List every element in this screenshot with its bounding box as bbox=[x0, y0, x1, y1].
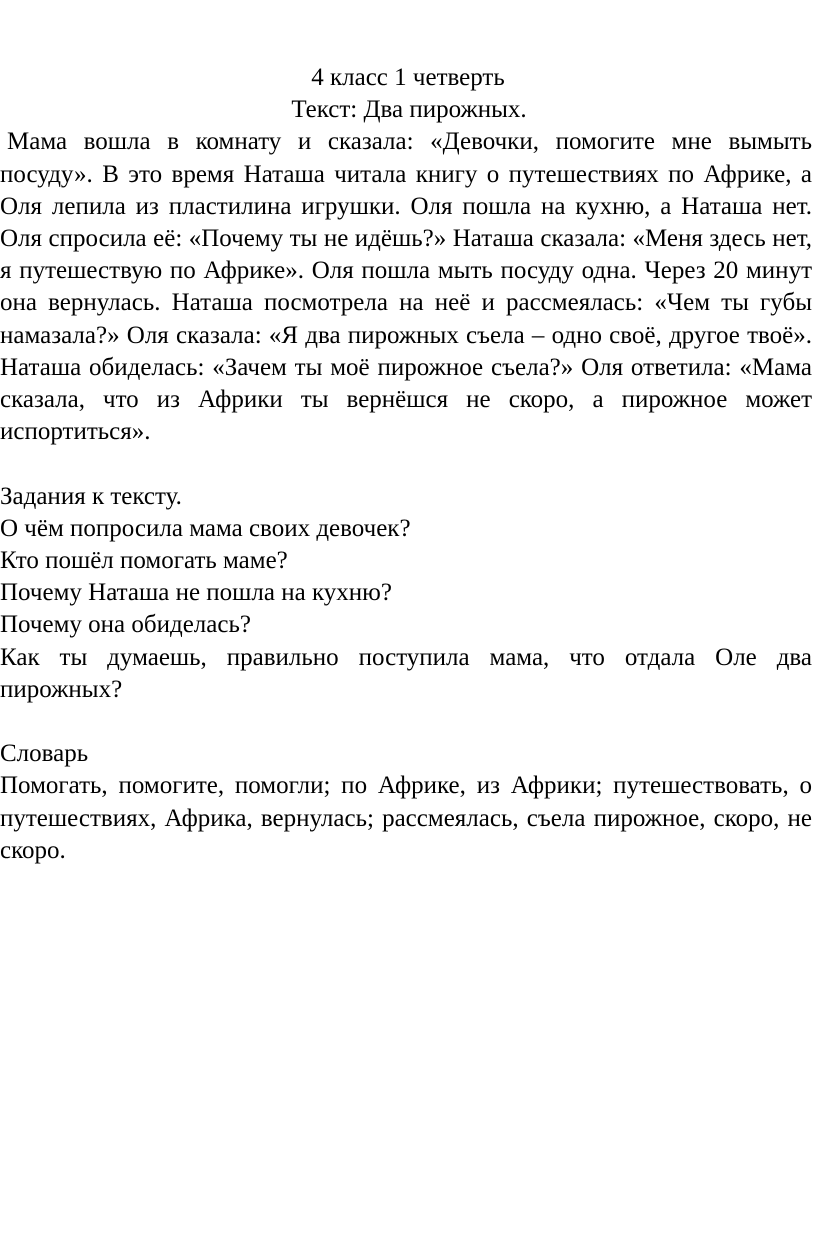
task-question-4: Почему она обиделась? bbox=[0, 611, 251, 639]
task-question-3: Почему Наташа не пошла на кухню? bbox=[0, 579, 392, 607]
worksheet-page bbox=[0, 62, 812, 867]
task-question-5: Как ты думаешь, правильно поступила мама, что отдала Оле два пирожных? bbox=[0, 643, 812, 703]
story-paragraph: Мама вошла в комнату и сказала: «Девочки, помогите мне вымыть посуду». В это время Наташа читала книгу о путешествиях по Африке, а Оля лепила из пластилина игрушки. Оля пошла на кухню, а Наташа нет. Оля спросила её: «Почему ты не идёшь?» Наташа сказала: «Меня здесь нет, я путешествую по Африке». Оля пошла мыть посуду одна. Через 20 минут она вернулась. Наташа посмотрела на неё и рассмеялась: «Чем ты губы намазала?» Оля сказала: «Я два пирожных съела – одно своё, другое твоё». Наташа обиделась: «Зачем ты моё пирожное съела?» Оля ответила: «Мама сказала, что из Африки ты вернёшся не скоро, а пирожное может испортиться». bbox=[0, 128, 812, 446]
tasks-heading: Задания к тексту. bbox=[0, 482, 182, 510]
task-question-1: О чём попросила мама своих девочек? bbox=[0, 514, 411, 542]
spacer bbox=[0, 448, 812, 480]
vocabulary-words: Помогать, помогите, помогли; по Африке, из Африки; путешествовать, о путешествиях, Африка, вернулась; рассмеялась, съела пирожное, скоро, не скоро. bbox=[0, 772, 812, 864]
text-title: Текст: Два пирожных. bbox=[291, 96, 527, 124]
grade-quarter-heading: 4 класс 1 четверть bbox=[311, 64, 505, 91]
vocabulary-heading: Словарь bbox=[0, 740, 89, 768]
spacer bbox=[0, 706, 812, 738]
task-question-2: Кто пошёл помогать маме? bbox=[0, 547, 288, 575]
